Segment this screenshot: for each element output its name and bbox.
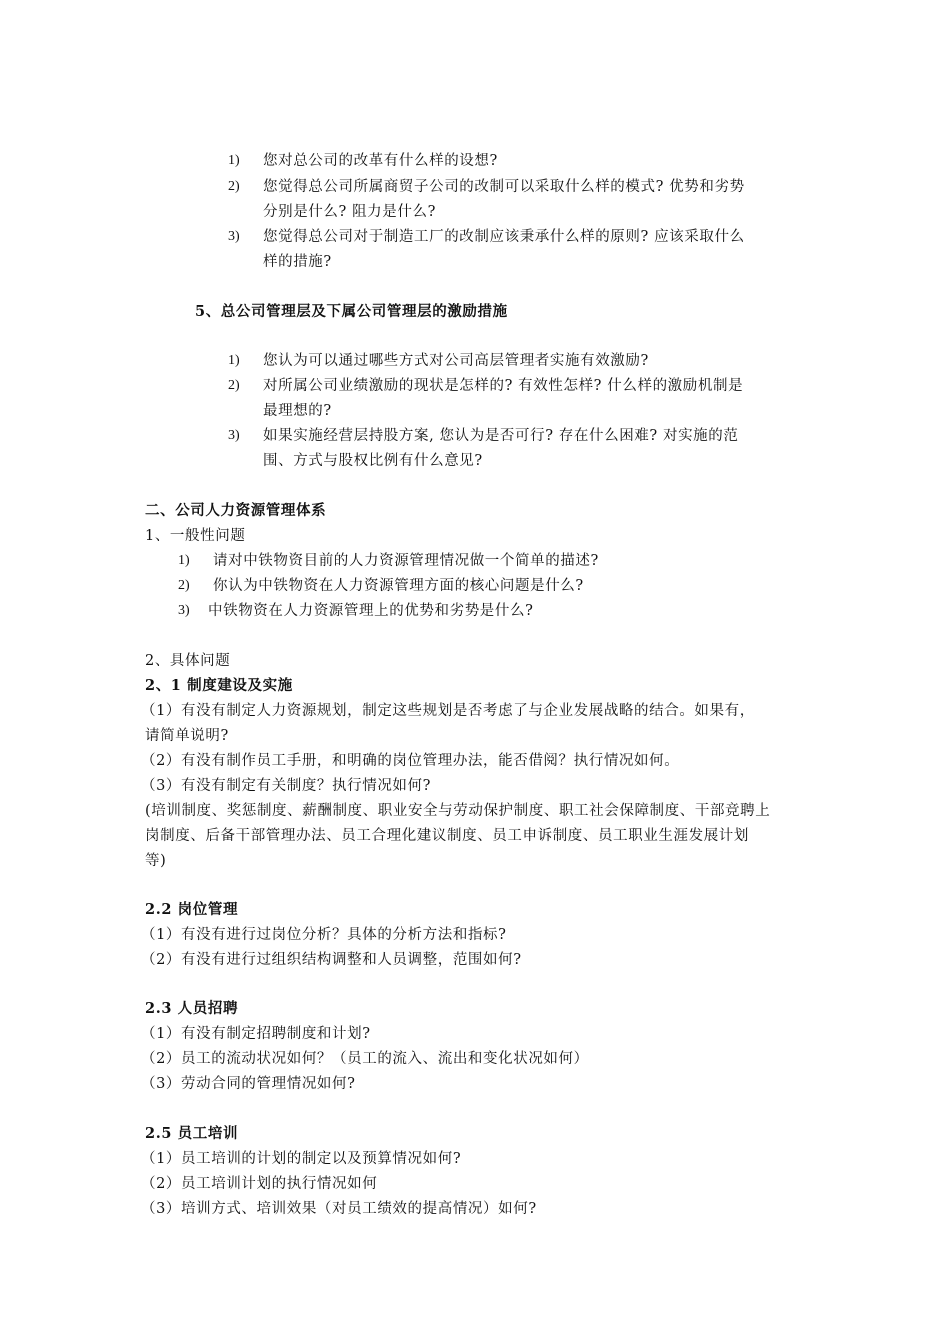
paragraph-line: （2）有没有进行过组织结构调整和人员调整，范围如何? bbox=[141, 952, 522, 968]
question-text-cont: 样的措施? bbox=[263, 254, 332, 270]
q-number: 3) bbox=[228, 428, 240, 443]
q-number: 1) bbox=[178, 553, 190, 568]
question-text: 您认为可以通过哪些方式对公司高层管理者实施有效激励? bbox=[263, 353, 649, 369]
paragraph-line: （2）员工的流动状况如何？（员工的流入、流出和变化状况如何） bbox=[141, 1051, 589, 1067]
paragraph-line: 岗制度、后备干部管理办法、员工合理化建议制度、员工申诉制度、员工职业生涯发展计划 bbox=[145, 828, 749, 844]
question-text: 您觉得总公司对于制造工厂的改制应该秉承什么样的原则? 应该采取什么 bbox=[263, 229, 745, 245]
section-heading: 5、总公司管理层及下属公司管理层的激励措施 bbox=[195, 303, 508, 320]
question-text: 您对总公司的改革有什么样的设想? bbox=[263, 153, 498, 169]
q-number: 2) bbox=[178, 578, 190, 593]
paragraph-line: （1）有没有进行过岗位分析？具体的分析方法和指标? bbox=[141, 927, 507, 943]
question-text: 如果实施经营层持股方案, 您认为是否可行? 存在什么困难? 对实施的范 bbox=[263, 428, 739, 444]
question-text: 中铁物资在人力资源管理上的优势和劣势是什么? bbox=[208, 603, 534, 619]
q-number: 3) bbox=[178, 603, 190, 618]
question-text: 对所属公司业绩激励的现状是怎样的? 有效性怎样? 什么样的激励机制是 bbox=[263, 378, 744, 394]
question-text-cont: 最理想的? bbox=[263, 403, 332, 419]
section-heading: 2.5 员工培训 bbox=[145, 1125, 239, 1142]
question-text: 您觉得总公司所属商贸子公司的改制可以采取什么样的模式? 优势和劣势 bbox=[263, 179, 745, 195]
question-text: 你认为中铁物资在人力资源管理方面的核心问题是什么? bbox=[213, 578, 584, 594]
paragraph-line: （3）有没有制定有关制度？执行情况如何? bbox=[141, 778, 431, 794]
paragraph-line: （1）有没有制定招聘制度和计划? bbox=[141, 1026, 371, 1042]
paragraph-line: (培训制度、奖惩制度、薪酬制度、职业安全与劳动保护制度、职工社会保障制度、干部竞聘上 bbox=[145, 803, 771, 819]
section-heading: 2、1 制度建设及实施 bbox=[145, 677, 293, 694]
subsection-heading: 2、具体问题 bbox=[145, 653, 231, 669]
paragraph-line: 请简单说明? bbox=[145, 728, 229, 744]
paragraph-line: （2）有没有制作员工手册，和明确的岗位管理办法，能否借阅？执行情况如何。 bbox=[141, 753, 680, 769]
paragraph-line: （1）员工培训的计划的制定以及预算情况如何? bbox=[141, 1151, 462, 1167]
paragraph-line: （3）培训方式、培训效果（对员工绩效的提高情况）如何? bbox=[141, 1201, 537, 1217]
question-text-cont: 围、方式与股权比例有什么意见? bbox=[263, 453, 483, 469]
question-text-cont: 分别是什么? 阻力是什么? bbox=[263, 204, 436, 220]
question-text: 请对中铁物资目前的人力资源管理情况做一个简单的描述? bbox=[213, 553, 599, 569]
q-number: 2) bbox=[228, 179, 240, 194]
paragraph-line: （2）员工培训计划的执行情况如何 bbox=[141, 1176, 378, 1192]
part-heading: 二、公司人力资源管理体系 bbox=[145, 502, 327, 519]
q-number: 3) bbox=[228, 229, 240, 244]
q-number: 2) bbox=[228, 378, 240, 393]
section-heading: 2.3 人员招聘 bbox=[145, 1000, 239, 1017]
q-number: 1) bbox=[228, 353, 240, 368]
subsection-heading: 1、一般性问题 bbox=[145, 528, 246, 544]
section-heading: 2.2 岗位管理 bbox=[145, 901, 239, 918]
paragraph-line: （1）有没有制定人力资源规划，制定这些规划是否考虑了与企业发展战略的结合。如果有， bbox=[141, 703, 755, 719]
paragraph-line: 等) bbox=[145, 853, 167, 869]
paragraph-line: （3）劳动合同的管理情况如何? bbox=[141, 1076, 356, 1092]
q-number: 1) bbox=[228, 153, 240, 168]
